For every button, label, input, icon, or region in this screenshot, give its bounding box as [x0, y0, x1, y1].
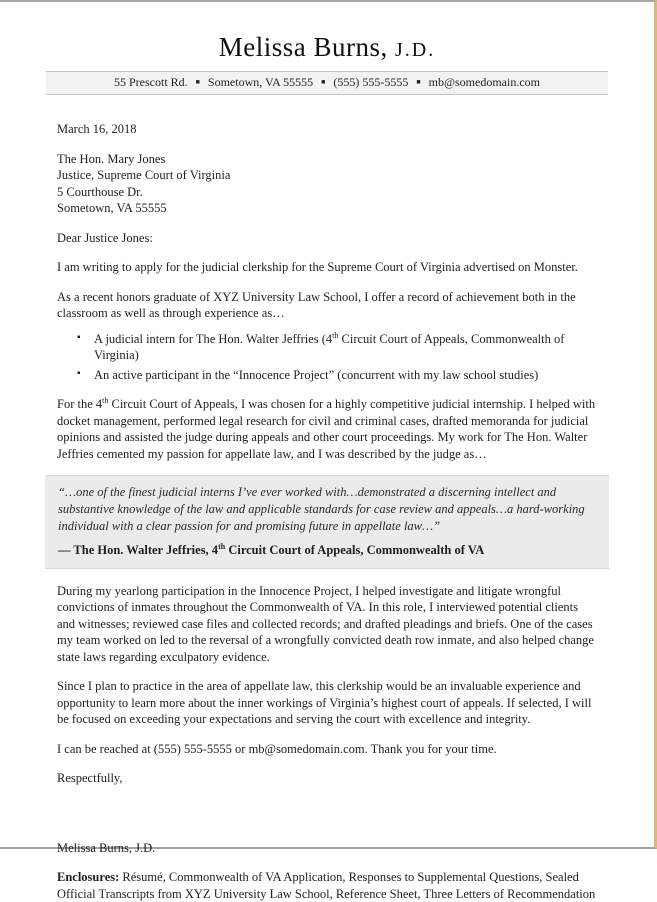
letterhead [0, 2, 654, 95]
person-suffix: J.D. [395, 39, 436, 61]
paragraph-text: For the 4 [57, 397, 103, 411]
ordinal-superscript: th [218, 541, 226, 551]
qualifications-list [77, 331, 597, 384]
letter-date: March 16, 2018 [57, 122, 137, 136]
contact-address: 55 Prescott Rd. [114, 75, 188, 89]
contact-city: Sometown, VA 55555 [207, 75, 314, 89]
square-separator-icon: ■ [195, 78, 200, 86]
paragraph-innocence: During my yearlong participation in the Innocence Project, I helped investigate and litigate wrongful convictions of inmates throughout the Commonwealth of VA. In this role, I interviewed potential clients and witnesses; reviewed case files and collected records; and drafted pleadings and briefs. One of the cases my team worked on led to the reversal of a wrongfully convicted death row inmate, and also helped change state laws regarding exculpatory evidence. [57, 583, 594, 664]
square-separator-icon: ■ [416, 78, 421, 86]
paragraph-internship [57, 396, 597, 462]
bullet-text: An active participant in the “Innocence Project” (concurrent with my law school studies) [94, 367, 539, 382]
contact-phone: (555) 555-5555 [333, 75, 409, 89]
recipient-city: Sometown, VA 55555 [57, 201, 167, 215]
enclosures-line [57, 869, 597, 902]
paragraph-text: Circuit Court of Appeals, I was chosen for a highly competitive judicial internship. I helped with docket management, performed legal research for civil and criminal cases, drafted memoranda for judicial opinions and assisted the judge during appeals and other court proceedings. My work for The Hon. Walter Jeffries cemented my passion for appellate law, and I was described by the judge as… [57, 397, 596, 461]
paragraph-graduate: As a recent honors graduate of XYZ University Law School, I offer a record of achievement both in the classroom as well as through experience as… [57, 289, 576, 320]
recipient-title: Justice, Supreme Court of Virginia [57, 168, 231, 182]
bullet-text: Circuit Court of Appeals, Commonwealth of Virginia) [94, 331, 565, 362]
attribution-text: — The Hon. Walter Jeffries, 4 [58, 543, 219, 557]
paragraph-closing: Since I plan to practice in the area of appellate law, this clerkship would be an invaluable experience and opportunity to learn more about the inner workings of Virginia’s highest court of appeals. If selected, I will be focused on exceeding your expectations and serving the court with excellence and integrity. [57, 679, 592, 726]
list-item [77, 367, 597, 384]
ordinal-superscript: th [332, 330, 339, 340]
recipient-name: The Hon. Mary Jones [57, 151, 166, 166]
salutation: Dear Justice Jones: [57, 230, 153, 245]
person-name: Melissa Burns, [218, 32, 388, 62]
letter-body [0, 95, 654, 902]
valediction: Respectfully, [57, 771, 123, 785]
contact-bar [46, 71, 608, 95]
bullet-text: A judicial intern for The Hon. Walter Jeffries (4 [94, 331, 333, 346]
quote-text: “…one of the finest judicial interns I’ve ever worked with…demonstrated a discerning intellect and substantive knowledge of the law and applicable standards for case review and appeals…a hard-working individual with a clear passion for and promising future in appellate law…” [58, 485, 585, 533]
recipient-street: 5 Courthouse Dr. [57, 184, 143, 199]
judge-quote-block [45, 475, 609, 569]
list-item [77, 331, 597, 364]
signature-name: Melissa Burns, J.D. [57, 840, 156, 855]
enclosures-items: Résumé, Commonwealth of VA Application, Responses to Supplemental Questions, Sealed Official Transcripts from XYZ University Law School, Reference Sheet, Three Letters of Recommendation [57, 870, 596, 901]
ordinal-superscript: th [102, 395, 109, 405]
attribution-text: Circuit Court of Appeals, Commonwealth of VA [225, 543, 485, 557]
square-separator-icon: ■ [321, 78, 326, 86]
recipient-block [57, 151, 597, 217]
quote-attribution [58, 542, 596, 559]
paragraph-intro: I am writing to apply for the judicial clerkship for the Supreme Court of Virginia advertised on Monster. [57, 260, 578, 274]
paragraph-contact: I can be reached at (555) 555-5555 or mb@somedomain.com. Thank you for your time. [57, 741, 497, 756]
contact-email: mb@somedomain.com [428, 75, 540, 89]
enclosures-label: Enclosures: [57, 870, 120, 884]
letterhead-name [0, 32, 654, 63]
